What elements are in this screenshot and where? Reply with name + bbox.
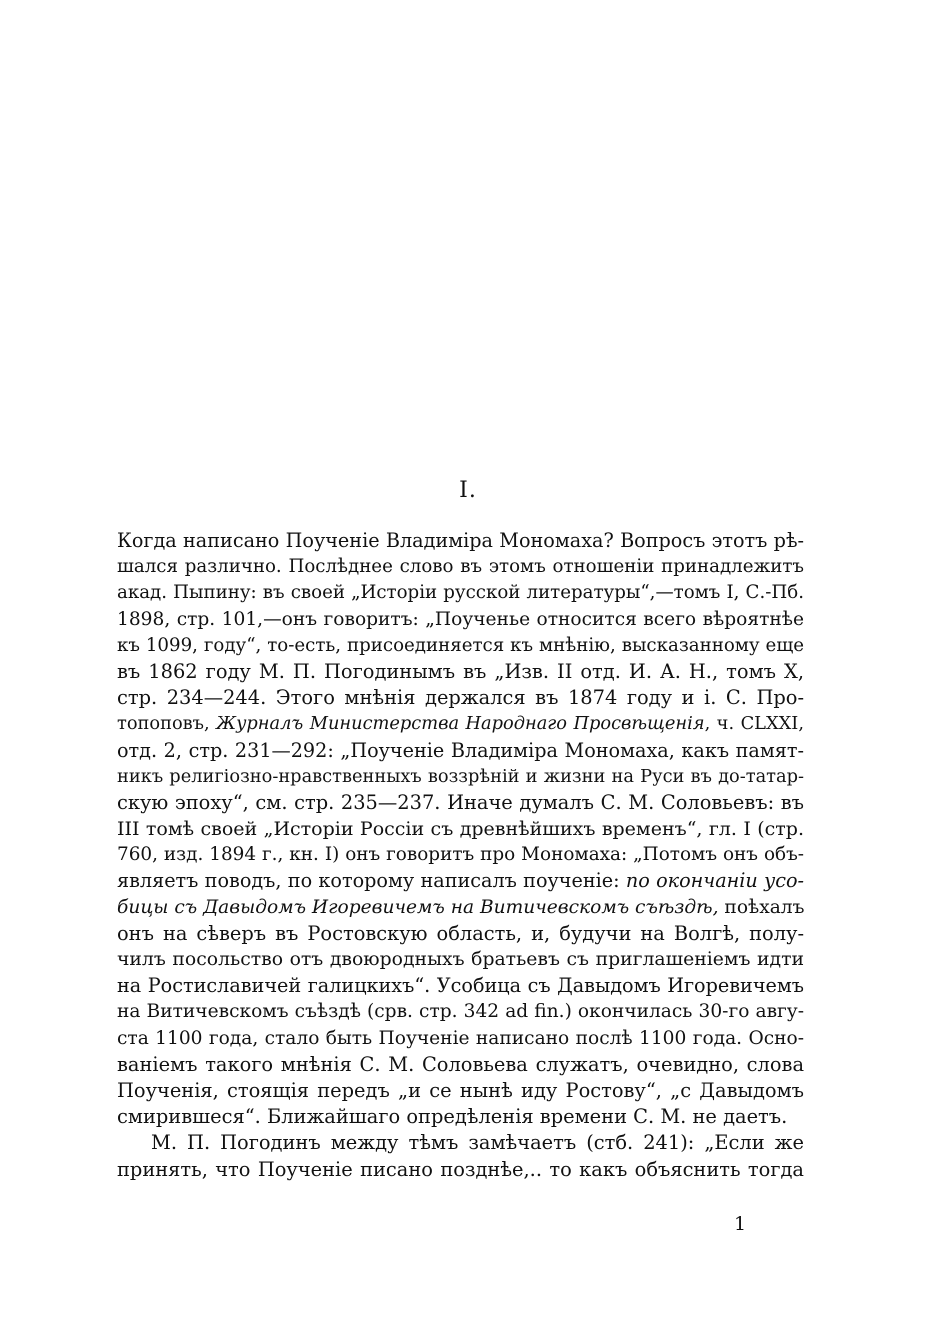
text-line: никъ религіозно-нравственныхъ воззрѣній и жизни на Руси въ до-татар- [117, 765, 804, 787]
text-line: ста 1100 года, стало быть Поученіе написано послѣ 1100 года. Осно- [117, 1027, 804, 1049]
text-line: въ 1862 году М. П. Погодинымъ въ „Изв. II отд. И. А. Н., томъ X, [117, 659, 804, 683]
text-line: 1898, стр. 101,—онъ говоритъ: „Поученье относится всего вѣроятнѣе [117, 608, 804, 630]
text-line: М. П. Погодинъ между тѣмъ замѣчаетъ (стб. 241): „Если же [151, 1131, 804, 1155]
quote-italic: по окончаніи усо- [625, 869, 804, 893]
text-run: являетъ поводъ, по которому написалъ поученіе: [117, 869, 626, 893]
text-line: чилъ посольство отъ двоюродныхъ братьевъ съ приглашеніемъ идти [117, 949, 804, 970]
quote-italic: бицы съ Давыдомъ Игоревичемъ на Витичевскомъ съѣздѣ, [117, 896, 719, 918]
text-line: онъ на сѣверъ въ Ростовскую область, и, будучи на Волгѣ, полу- [117, 921, 804, 945]
text-line: на Ростиславичей галицкихъ“. Усобица съ Давыдомъ Игоревичемъ [117, 974, 804, 998]
text-line: къ 1099, году“, то-есть, присоединяется къ мнѣнію, высказанному еще [117, 634, 804, 656]
text-line: скую эпоху“, см. стр. 235—237. Иначе думалъ С. М. Соловьевъ: въ [117, 790, 804, 814]
text-line: III томѣ своей „Исторіи Россіи съ древнѣйшихъ временъ“, гл. I (стр. [117, 818, 804, 841]
text-line [117, 868, 804, 894]
text-line: шался различно. Послѣднее слово въ этомъ отношеніи принадлежитъ [117, 556, 804, 578]
page-number: 1 [734, 1213, 747, 1235]
text-line: стр. 234—244. Этого мнѣнія держался въ 1874 году и і. С. Про- [117, 686, 804, 710]
text-run: , ч. CLXXI, [704, 713, 804, 735]
text-line: 760, изд. 1894 г., кн. I) онъ говоритъ про Мономаха: „Потомъ онъ объ- [117, 844, 804, 866]
text-line: Когда написано Поученіе Владиміра Мономаха? Вопросъ этотъ рѣ- [117, 529, 804, 552]
text-line: смирившеся“. Ближайшаго опредѣленія времени С. М. не даетъ. [117, 1105, 788, 1129]
chapter-heading: I. [459, 478, 477, 503]
text-line [117, 711, 804, 737]
text-line: отд. 2, стр. 231—292: „Поученіе Владиміра Мономаха, какъ памят- [117, 738, 804, 762]
text-line: на Витичевскомъ съѣздѣ (срв. стр. 342 ad fin.) окончилась 30-го авгу- [117, 1001, 804, 1023]
text-run: поѣхалъ [718, 896, 805, 918]
text-line: акад. Пыпину: въ своей „Исторіи русской литературы“,—томъ I, С.-Пб. [117, 582, 804, 604]
text-line: принять, что Поученіе писано позднѣе,.. то какъ объяснить тогда [117, 1157, 804, 1181]
journal-title-italic: Журналъ Министерства Народнаго Просвѣщенія [216, 713, 705, 735]
text-line [117, 895, 804, 921]
text-run: топоповъ, [117, 713, 217, 735]
text-line: Поученія, стоящія передъ „и се нынѣ иду Ростову“, „с Давыдомъ [117, 1078, 804, 1102]
body-text [117, 528, 804, 1183]
text-line: ваніемъ такого мнѣнія С. М. Соловьева служатъ, очевидно, слова [117, 1052, 804, 1076]
